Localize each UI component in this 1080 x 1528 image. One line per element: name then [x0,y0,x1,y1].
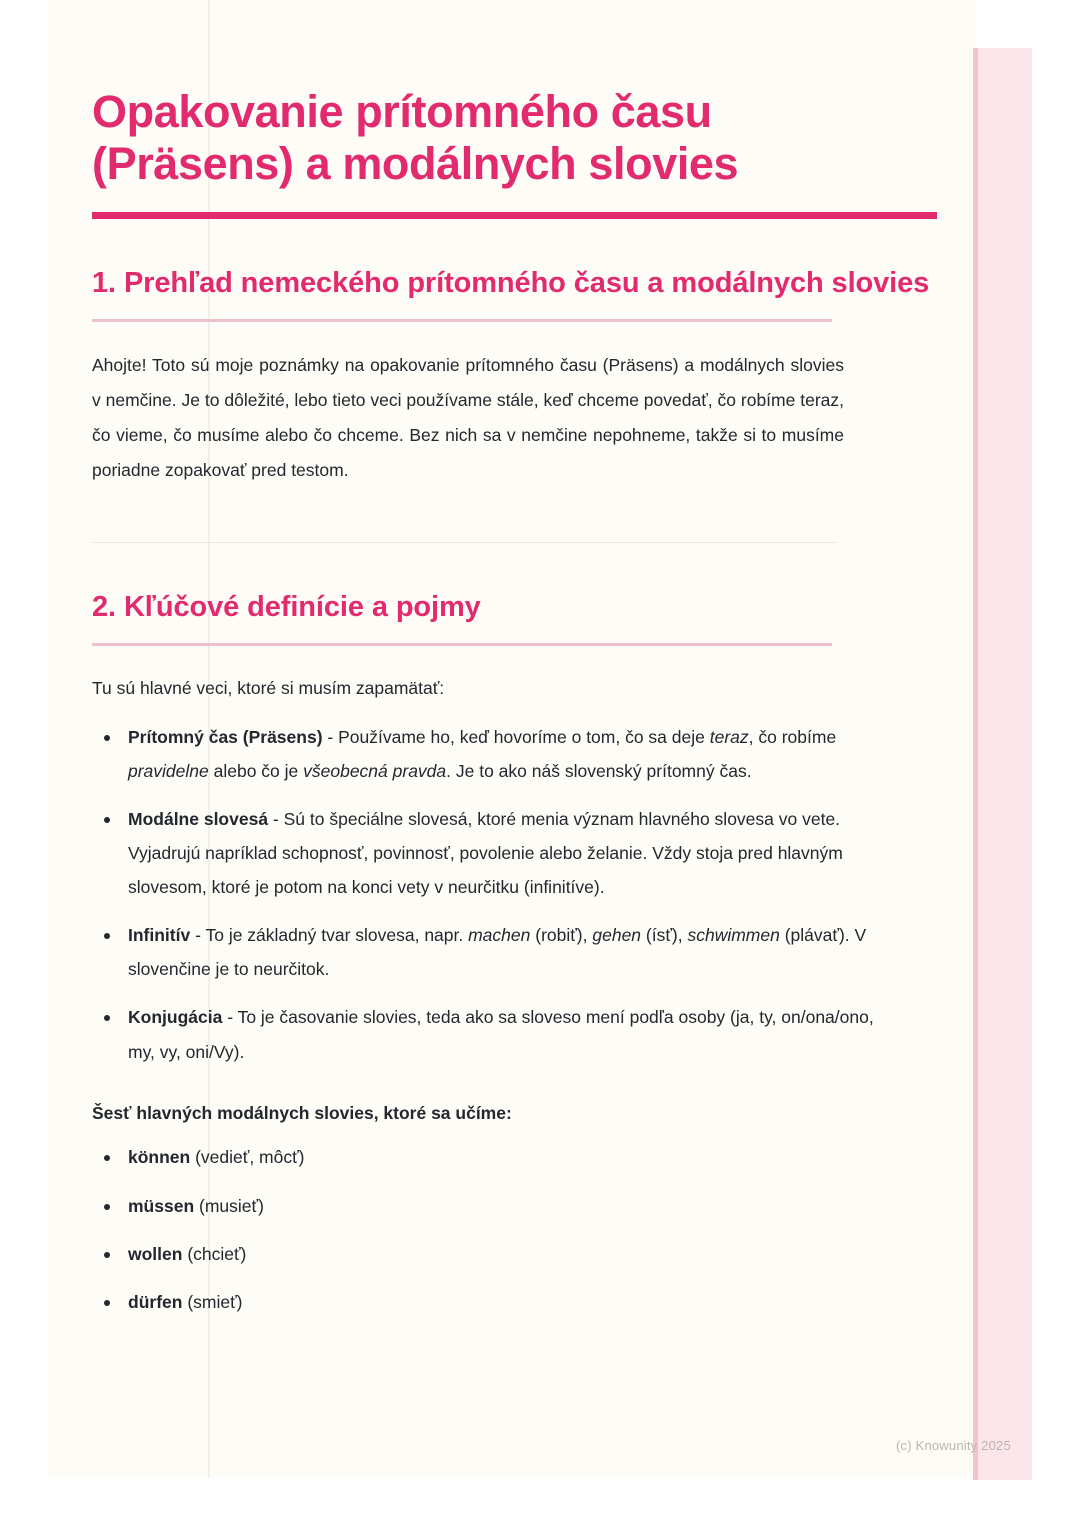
definition-term: Prítomný čas (Präsens) [128,726,323,747]
modal-verb: müssen [128,1195,195,1216]
page-title-line-2: (Präsens) a modálnych slovies [92,138,739,190]
page-title [92,0,930,190]
modal-verb: dürfen [128,1292,183,1313]
section-1-paragraph: Ahojte! Toto sú moje poznámky na opakovanie prítomného času (Präsens) a modálnych slovies v nemčine. Je to dôležité, lebo tieto veci používame stále, keď chceme povedať, čo robíme teraz, čo vieme, čo musíme alebo čo chceme. Bez nich sa v nemčine nepohneme, takže si to musíme poriadne zopakovať pred testom. [92,355,844,481]
definition-italic: schwimmen [687,925,780,946]
copyright-watermark: (c) Knowunity 2025 [896,1438,1011,1453]
modal-verb-meaning: (chcieť) [182,1243,247,1264]
definition-dash: - [190,925,206,946]
section-2-heading: 2. Kľúčové definície a pojmy [92,591,481,624]
definition-body: . Je to ako náš slovenský prítomný čas. [446,760,752,781]
modal-verb: können [128,1147,191,1168]
definition-body: To je základný tvar slovesa, napr. [205,925,469,946]
modal-verb-meaning: (smieť) [182,1292,243,1313]
definition-italic: všeobecná pravda [303,760,447,781]
page-title-line-1: Opakovanie prítomného času [92,86,712,137]
definition-dash: - [222,1007,238,1028]
list-item [92,1241,882,1267]
section-2-intro: Tu sú hlavné veci, ktoré si musím zapamätať: [92,677,445,698]
list-item [92,802,882,904]
definition-term: Konjugácia [128,1007,223,1028]
list-item [92,1289,882,1315]
section-1 [92,219,930,488]
definition-body: (plávať). V slovenčine je to neurčitok. [128,925,867,980]
list-item [92,720,882,788]
definition-body: , čo robíme [748,726,837,747]
pink-edge-band [973,48,1032,1480]
modal-verbs-list [92,1128,882,1315]
definitions-list [92,704,882,1069]
definition-term: Infinitív [128,925,191,946]
list-item [92,1193,882,1219]
definition-italic: pravidelne [128,760,209,781]
section-1-heading: 1. Prehľad nemeckého prítomného času a modálnych slovies [92,267,930,300]
modal-verb-meaning: (vedieť, môcť) [190,1147,305,1168]
definition-body: Sú to špeciálne slovesá, ktoré menia význam hlavného slovesa vo vete. Vyjadrujú napríklad schopnosť, povinnosť, povolenie alebo želanie. Vždy stoja pred hlavným slovesom, ktoré je potom na konci vety v neurčitku (infinitíve). [128,808,843,897]
list-item [92,1000,882,1068]
modal-verbs-heading: Šesť hlavných modálnych slovies, ktoré sa učíme: [92,1102,512,1123]
definition-term: Modálne slovesá [128,808,269,829]
definition-body: (robiť), [530,925,593,946]
definition-italic: machen [468,925,531,946]
definition-dash: - [268,808,284,829]
document-content [92,0,930,1315]
definition-dash: - [322,726,339,747]
definition-body: (ísť), [641,925,688,946]
definition-italic: gehen [592,925,642,946]
definition-body: Používame ho, keď hovoríme o tom, čo sa deje [338,726,710,747]
pink-edge-line [973,48,978,1480]
list-item [92,918,882,986]
title-underline-rule [92,212,937,219]
list-item [92,1144,882,1170]
section-2 [92,543,930,1315]
modal-verb: wollen [128,1243,183,1264]
modal-verb-meaning: (musieť) [194,1195,264,1216]
definition-body: To je časovanie slovies, teda ako sa sloveso mení podľa osoby (ja, ty, on/ona/ono, my, vy, oni/Vy). [128,1007,874,1062]
definition-italic: teraz [709,726,749,747]
definition-body: alebo čo je [208,760,304,781]
